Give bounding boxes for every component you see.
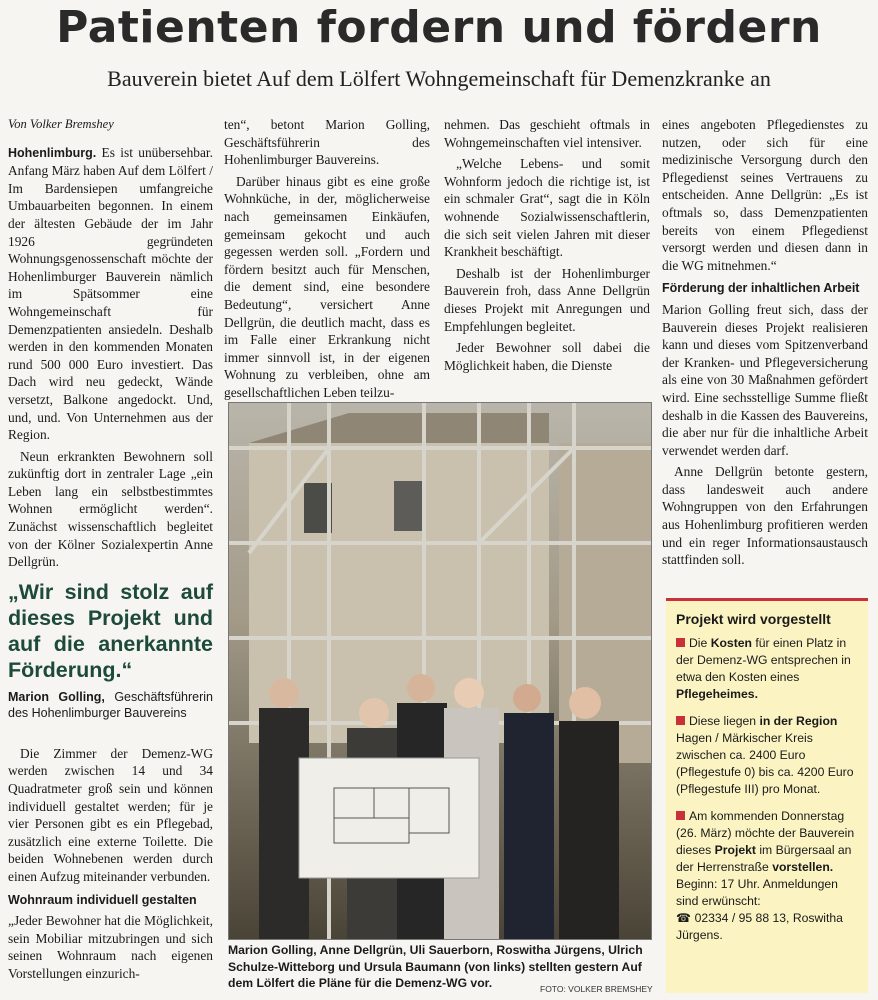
- dateline: Hohenlimburg.: [8, 145, 97, 160]
- photo-credit: FOTO: VOLKER BREMSHEY: [540, 984, 653, 994]
- quote-author: [8, 689, 213, 721]
- window: [394, 481, 422, 531]
- paragraph: „Jeder Bewohner hat die Möglichkeit, sein Mobiliar mitzubringen und sich seinen Wohnraum nach eigenen Vorstellungen einzurich-: [8, 913, 213, 981]
- column-2: [224, 116, 430, 406]
- phone-contact: ☎ 02334 / 95 88 13, Roswitha Jürgens.: [676, 911, 843, 942]
- subheadline: Bauverein bietet Auf dem Lölfert Wohngemeinschaft für Demenzkranke an: [107, 66, 771, 91]
- paragraph: ten“, betont Marion Golling, Geschäftsführerin des Hohenlimburger Bauvereins.: [224, 117, 430, 168]
- paragraph: Marion Golling freut sich, dass der Bauverein dieses Projekt realisieren kann und dieses vom Spitzenverband der Kranken- und Pflegeversicherung als eine von 30 Maßnahmen gefördert wird. Eine sechsstellige Summe fließt deshalb in die Kassen des Bauvereins, die aber nur für die inhaltliche Arbeit verwendet werden darf.: [662, 301, 868, 458]
- text-bold: Pflegeheimes.: [676, 687, 758, 701]
- text-bold: vorstellen.: [772, 860, 834, 874]
- text-bold: in der Region: [759, 714, 838, 728]
- paragraph: Jeder Bewohner soll dabei die Möglichkeit haben, die Dienste: [444, 340, 650, 373]
- photo-illustration: [229, 403, 651, 939]
- paragraph: Neun erkrankten Bewohnern soll zukünftig dort in zentraler Lage „ein Leben lang ein selbstbestimmtes Wohnen ermöglicht werden“. Zunächst wissenschaftlich begleitet von der Kölner Sozialexpertin Anne Dellgrün.: [8, 448, 213, 570]
- text: im Bürgersaal an der Herrenstraße: [676, 843, 852, 874]
- headline: Patienten fordern und fördern: [56, 2, 822, 53]
- bullet-square-icon: [676, 716, 685, 725]
- roof: [249, 413, 549, 443]
- text: Beginn: 17 Uhr. Anmeldungen sind erwünscht:: [676, 877, 838, 908]
- paragraph: nehmen. Das geschieht oftmals in Wohngemeinschaften viel intensiver.: [444, 117, 650, 150]
- paragraph: Darüber hinaus gibt es eine große Wohnküche, in der, möglicherweise nach gemeinsamen Einkäufen, gemeinsam gekocht und auch gegessen werden soll. „Fordern und fördern besitzt auch für Menschen, die dement sind, eine besondere Bedeutung“, versichert Anne Dellgrün, die deutlich macht, dass es im Falle einer Erkrankung nicht immer sinnvoll ist, in der eigenen Wohnung zu verbleiben, ohne am gesellschaftlichen Leben teilzu-: [224, 173, 430, 400]
- text: Diese liegen: [689, 714, 760, 728]
- text: Am kommenden Donnerstag (26. März) möchte der Bauverein dieses: [676, 809, 855, 857]
- floor-plan-drawing: [299, 758, 479, 878]
- paragraph: „Welche Lebens- und somit Wohnform jedoch die richtige ist, ist ein schmaler Grat“, sagt die in Köln wohnende Sozialwissenschaftlerin, die sich seit vielen Jahren mit dieser Krankheit beschäftigt.: [444, 156, 650, 260]
- column-3: [444, 116, 650, 378]
- info-box-title: Projekt wird vorgestellt: [676, 611, 831, 627]
- paragraph: Die Zimmer der Demenz-WG werden zwischen 14 und 34 Quadratmeter groß sein und können individuell gestaltet werden; für je vier Personen gibt es ein Pflegebad, zusätzlich eine externe Toilette. Die beiden Wohnebenen werden durch einen Aufzug miteinander verbunden.: [8, 745, 213, 884]
- quote-author-role: Geschäftsführerin des Hohenlimburger Bauvereins: [8, 689, 213, 720]
- info-item: [676, 635, 858, 703]
- pull-quote: „Wir sind stolz auf dieses Projekt und auf die anerkannte Förderung.“: [8, 579, 213, 682]
- quote-author-name: Marion Golling,: [8, 689, 105, 704]
- paragraph: Anne Dellgrün betonte gestern, dass landesweit auch andere Wohngruppen von den Erfahrungen aus Hohenlimburg profitieren werden und ein reger Informationsaustausch stattfinden soll.: [662, 464, 868, 568]
- article-photo: [228, 402, 652, 940]
- info-item: [676, 713, 858, 798]
- paragraph: [8, 144, 213, 444]
- bullet-square-icon: [676, 638, 685, 647]
- info-box: [666, 598, 868, 993]
- column-4: [662, 116, 868, 573]
- bullet-square-icon: [676, 811, 685, 820]
- text: für einen Platz in der Demenz-WG entsprechen in etwa den Kosten eines: [676, 636, 851, 684]
- paragraph: eines angeboten Pflegedienstes zu nutzen, oder sich für eine medizinische Versorgung durch den Pflegedienst seines Vertrauens zu entscheiden. Anne Dellgrün: „Es ist oftmals so, dass Demenzpatienten bereits von einem Pflegedienst versorgt werden und diesen dann in die WG mitnehmen.“: [662, 117, 868, 273]
- paragraph: Deshalb ist der Hohenlimburger Bauverein froh, dass Anne Dellgrün dieses Projekt mit Anregungen und Empfehlungen begleitet.: [444, 265, 650, 334]
- section-heading: Förderung der inhaltlichen Arbeit: [662, 281, 860, 296]
- text: Die: [689, 636, 711, 650]
- paragraph-text: Es ist unübersehbar. Anfang März haben Auf dem Lölfert / Im Bardensiepen umfangreiche Umbauarbeiten begonnen. In einem der ältesten Gebäude der im Jahr 1926 gegründeten Wohnungsgenossenschaft möchte der Hohenlimburger Bauverein nämlich im Spätsommer eine Wohngemeinschaft für Demenzpatienten ansiedeln. Deshalb werden in den kommenden Monaten rund 500 000 Euro investiert. Das Dach wird neu gedeckt, Wände versetzt, Balkone angedockt. Und, und, und. Von Unternehmen aus der Region.: [8, 144, 213, 443]
- text-bold: Kosten: [710, 636, 752, 650]
- byline: Von Volker Bremshey: [8, 117, 114, 131]
- info-item: [676, 808, 858, 944]
- text: Hagen / Märkischer Kreis zwischen ca. 2400 Euro (Pflegestufe 0) bis ca. 4200 Euro (Pflegestufe III) pro Monat.: [676, 731, 854, 796]
- text-bold: Projekt: [714, 843, 756, 857]
- section-heading: Wohnraum individuell gestalten: [8, 892, 197, 907]
- photo-caption: Marion Golling, Anne Dellgrün, Uli Sauerborn, Roswitha Jürgens, Ulrich Schulze-Witteborg und Ursula Baumann (von links) stellten gestern Auf dem Lölfert die Pläne für die Demenz-WG vor.: [228, 943, 643, 991]
- column-1: [8, 116, 213, 987]
